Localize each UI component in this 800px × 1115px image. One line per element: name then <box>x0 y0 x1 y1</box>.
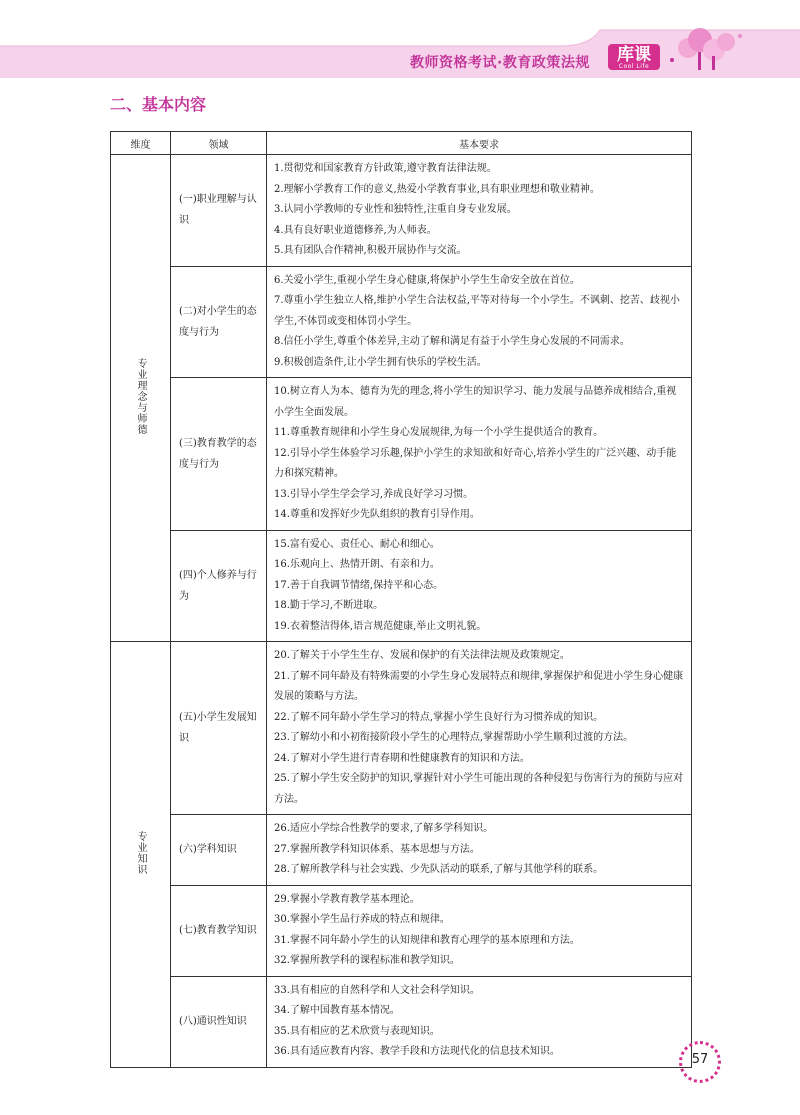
brand-logo: 库课 <box>608 44 660 70</box>
area-cell: (五)小学生发展知识 <box>171 642 267 815</box>
requirements-cell <box>267 976 692 1067</box>
requirements-cell <box>267 155 692 267</box>
requirement-item: 25.了解小学生安全防护的知识,掌握针对小学生可能出现的各种侵犯与伤害行为的预防与应对方法。 <box>274 773 684 805</box>
requirement-item: 30.掌握小学生品行养成的特点和规律。 <box>274 914 450 925</box>
requirements-cell <box>267 885 692 976</box>
requirement-item: 26.适应小学综合性教学的要求,了解多学科知识。 <box>274 823 494 834</box>
requirement-item: 10.树立育人为本、德育为先的理念,将小学生的知识学习、能力发展与品德养成相结合,重视小学生全面发展。 <box>274 386 677 418</box>
requirements-cell <box>267 815 692 886</box>
requirement-item: 35.具有相应的艺术欣赏与表现知识。 <box>274 1025 440 1037</box>
requirement-item: 22.了解不同年龄小学生学习的特点,掌握小学生良好行为习惯养成的知识。 <box>274 711 604 723</box>
table-row <box>111 976 692 1067</box>
requirement-item: 16.乐观向上、热情开朗、有亲和力。 <box>274 559 440 570</box>
area-cell: (一)职业理解与认识 <box>171 155 267 267</box>
header-area: 领域 <box>171 132 267 155</box>
requirement-item: 28.了解所教学科与社会实践、少先队活动的联系,了解与其他学科的联系。 <box>274 864 604 875</box>
requirement-item: 36.具有适应教育内容、教学手段和方法现代化的信息技术知识。 <box>274 1046 560 1057</box>
requirement-item: 13.引导小学生学会学习,养成良好学习习惯。 <box>274 488 474 500</box>
table-row <box>111 815 692 886</box>
requirement-item: 20.了解关于小学生生存、发展和保护的有关法律法规及政策规定。 <box>274 650 570 661</box>
requirements-cell <box>267 378 692 531</box>
requirements-cell <box>267 530 692 642</box>
table-row <box>111 378 692 531</box>
area-cell: (三)教育教学的态度与行为 <box>171 378 267 531</box>
table-row <box>111 642 692 815</box>
requirement-item: 29.掌握小学教育教学基本理论。 <box>274 893 420 905</box>
requirement-item: 23.了解幼小和小初衔接阶段小学生的心理特点,掌握帮助小学生顺利过渡的方法。 <box>274 732 634 743</box>
requirements-cell <box>267 266 692 378</box>
requirement-item: 34.了解中国教育基本情况。 <box>274 1005 400 1016</box>
requirement-item: 32.掌握所教学科的课程标准和教学知识。 <box>274 955 460 966</box>
requirement-item: 9.积极创造条件,让小学生拥有快乐的学校生活。 <box>274 356 487 368</box>
area-cell: (四)个人修养与行为 <box>171 530 267 642</box>
requirements-table <box>110 131 692 1068</box>
requirement-item: 7.尊重小学生独立人格,维护小学生合法权益,平等对待每一个小学生。不讽刺、挖苦、歧视小学生,不体罚或变相体罚小学生。 <box>274 295 680 327</box>
dimension-cell <box>111 642 171 1068</box>
section-title: 二、基本内容 <box>110 95 207 114</box>
requirement-item: 27.掌握所教学科知识体系、基本思想与方法。 <box>274 843 480 855</box>
requirement-item: 19.衣着整洁得体,语言规范健康,举止文明礼貌。 <box>274 620 487 632</box>
area-cell: (六)学科知识 <box>171 815 267 886</box>
area-cell: (七)教育教学知识 <box>171 885 267 976</box>
requirement-item: 5.具有团队合作精神,积极开展协作与交流。 <box>274 245 467 256</box>
dimension-cell <box>111 155 171 642</box>
table-header-row <box>111 132 692 155</box>
brand-logo-sub: Cool Life <box>618 63 650 70</box>
requirement-item: 18.勤于学习,不断进取。 <box>274 600 384 611</box>
table-row <box>111 266 692 378</box>
requirement-item: 12.引导小学生体验学习乐趣,保护小学生的求知欲和好奇心,培养小学生的广泛兴趣、动手能力和探究精神。 <box>274 447 677 479</box>
requirement-item: 33.具有相应的自然科学和人文社会科学知识。 <box>274 984 480 996</box>
area-cell: (二)对小学生的态度与行为 <box>171 266 267 378</box>
requirement-item: 21.了解不同年龄及有特殊需要的小学生身心发展特点和规律,掌握保护和促进小学生身心健康发展的策略与方法。 <box>274 670 684 702</box>
requirement-item: 6.关爱小学生,重视小学生身心健康,将保护小学生生命安全放在首位。 <box>274 274 580 286</box>
dimension-label: 专业知识 <box>135 830 146 875</box>
header-requirements: 基本要求 <box>267 132 692 155</box>
dimension-label: 专业理念与师德 <box>135 358 146 435</box>
requirement-item: 1.贯彻党和国家教育方针政策,遵守教育法律法规。 <box>274 163 497 174</box>
table-row <box>111 885 692 976</box>
page-number: 57 <box>691 1052 709 1067</box>
header-band <box>0 0 800 78</box>
requirement-item: 15.富有爱心、责任心、耐心和细心。 <box>274 538 440 550</box>
requirement-item: 24.了解对小学生进行青春期和性健康教育的知识和方法。 <box>274 752 530 764</box>
requirement-item: 8.信任小学生,尊重个体差异,主动了解和满足有益于小学生身心发展的不同需求。 <box>274 336 630 347</box>
requirement-item: 4.具有良好职业道德修养,为人师表。 <box>274 224 437 236</box>
requirement-item: 2.理解小学教育工作的意义,热爱小学教育事业,具有职业理想和敬业精神。 <box>274 183 600 195</box>
requirements-cell <box>267 642 692 815</box>
table-row <box>111 155 692 267</box>
header-decoration <box>0 0 800 78</box>
requirement-item: 14.尊重和发挥好少先队组织的教育引导作用。 <box>274 509 480 520</box>
requirement-item: 31.掌握不同年龄小学生的认知规律和教育心理学的基本原理和方法。 <box>274 934 580 946</box>
table-row <box>111 530 692 642</box>
area-cell: (八)通识性知识 <box>171 976 267 1067</box>
requirement-item: 17.善于自我调节情绪,保持平和心态。 <box>274 579 444 591</box>
requirement-item: 3.认同小学教师的专业性和独特性,注重自身专业发展。 <box>274 204 517 215</box>
header-title: 教师资格考试·教育政策法规 <box>410 55 590 71</box>
requirement-item: 11.尊重教育规律和小学生身心发展规律,为每一个小学生提供适合的教育。 <box>274 427 604 438</box>
header-dimension: 维度 <box>111 132 171 155</box>
